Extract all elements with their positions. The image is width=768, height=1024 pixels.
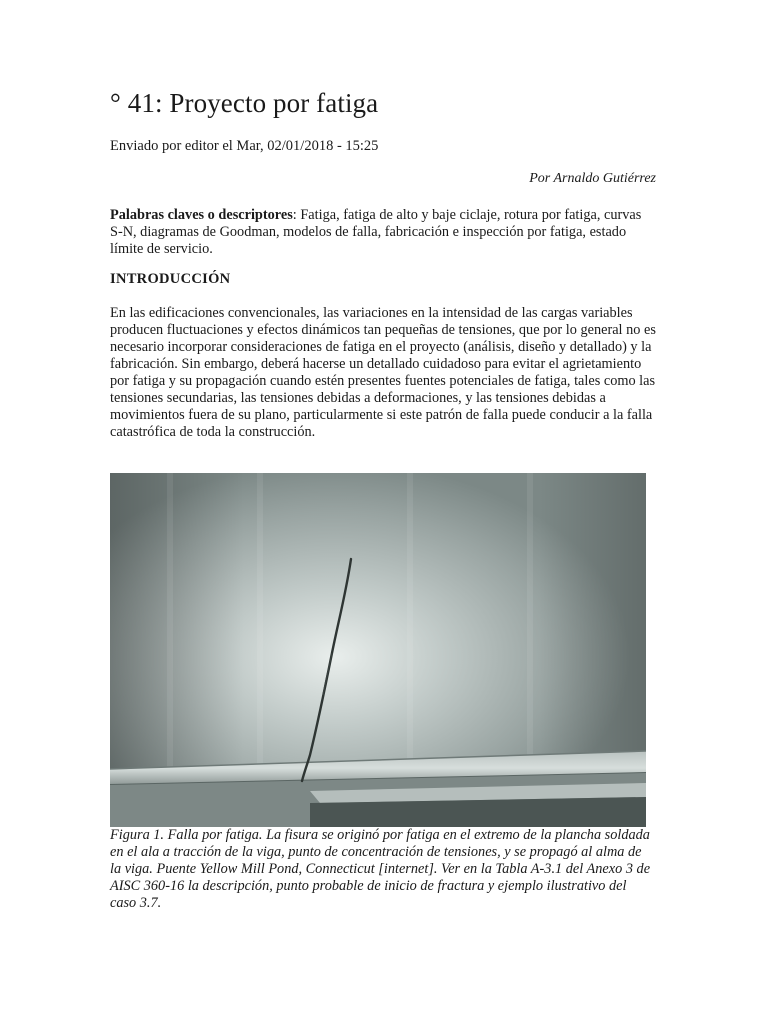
keywords-label: Palabras claves o descriptores [110,207,293,223]
figure-caption: Figura 1. Falla por fatiga. La fisura se originó por fatiga en el extremo de la plancha soldada en el ala a tracción de la viga, punto de concentración de tensiones, y se propagó al alma de la viga. Puente Yellow Mill Pond, Connecticut [internet]. Ver en la Tabla A-3.1 del Anexo 3 de AISC 360-16 la descripción, punto probable de inicio de fractura y ejemplo ilustrativo del caso 3.7. [110,827,651,911]
crack-photo-illustration [110,473,646,827]
author-line: Por Arnaldo Gutiérrez [529,171,656,186]
keywords-text: : Fatiga, fatiga de alto y baje ciclaje, rotura por fatiga, curvas S-N, diagramas de Goodman, modelos de falla, fabricación e inspección por fatiga, estado límite de servicio. [110,207,642,257]
figure-photo [110,473,646,827]
section-heading: INTRODUCCIÓN [110,271,231,287]
intro-paragraph: En las edificaciones convencionales, las variaciones en la intensidad de las cargas variables producen fluctuaciones y efectos dinámicos tan pequeñas de tensiones, que por lo general no es necesario incorporar consideraciones de fatiga en el proyecto (análisis, diseño y detallado) y la fabricación. Sin embargo, deberá hacerse un detallado cuidadoso para evitar el agrietamiento por fatiga y su propagación cuando estén presentes fuentes potenciales de fatiga, tales como las tensiones secundarias, las tensiones debidas a deformaciones, y las tensiones debidas a movimientos fuera de su plano, particularmente si este patrón de falla puede conducir a la falla catastrófica de toda la construcción. [110,305,656,440]
keywords-paragraph [110,207,656,258]
page-title: ° 41: Proyecto por fatiga [110,88,379,118]
post-meta: Enviado por editor el Mar, 02/01/2018 - 15:25 [110,138,379,154]
